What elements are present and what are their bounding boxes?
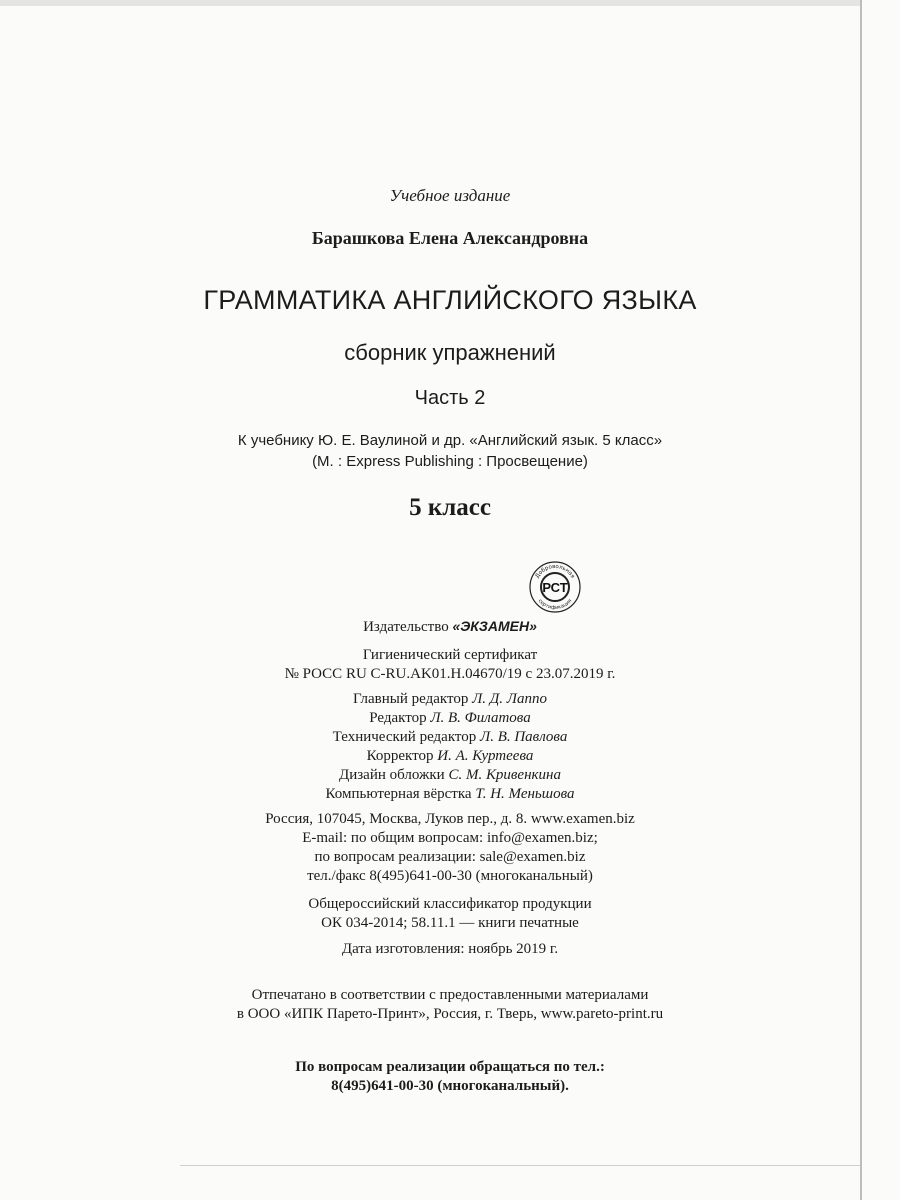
sales-line-1: По вопросам реализации обращаться по тел.: bbox=[295, 1059, 605, 1075]
rst-certification-logo-icon bbox=[528, 560, 582, 614]
printing-line-2: в ООО «ИПК Парето-Принт», Россия, г. Тверь, www.pareto-print.ru bbox=[236, 1006, 664, 1022]
contact-email-general: E-mail: по общим вопросам: info@examen.biz; bbox=[302, 830, 598, 846]
production-date: Дата изготовления: ноябрь 2019 г. bbox=[341, 941, 559, 957]
staff-row: Корректор И. А. Куртеева bbox=[366, 748, 534, 764]
contact-email-sales: по вопросам реализации: sale@examen.biz bbox=[314, 849, 586, 865]
part-number: Часть 2 bbox=[414, 387, 486, 409]
certificate-line-1: Гигиенический сертификат bbox=[362, 647, 538, 663]
sales-block bbox=[0, 1058, 900, 1096]
staff-list bbox=[0, 690, 900, 804]
grade-label: 5 класс bbox=[409, 494, 491, 521]
staff-row: Компьютерная вёрстка Т. Н. Меньшова bbox=[325, 786, 575, 802]
classifier-line-1: Общероссийский классификатор продукции bbox=[308, 896, 592, 912]
sales-line-2: 8(495)641-00-30 (многоканальный). bbox=[331, 1078, 569, 1094]
contacts-block bbox=[0, 810, 900, 886]
textbook-reference: К учебнику Ю. Е. Ваулиной и др. «Английский язык. 5 класс» bbox=[237, 432, 663, 449]
staff-row: Редактор Л. В. Филатова bbox=[369, 710, 531, 726]
staff-row: Технический редактор Л. В. Павлова bbox=[332, 729, 568, 745]
classifier-line-2: ОК 034-2014; 58.11.1 — книги печатные bbox=[321, 915, 579, 931]
author-name: Барашкова Елена Александровна bbox=[311, 228, 589, 248]
book-subtitle: сборник упражнений bbox=[344, 340, 556, 365]
contact-phone: тел./факс 8(495)641-00-30 (многоканальный) bbox=[307, 868, 593, 884]
book-title: ГРАММАТИКА АНГЛИЙСКОГО ЯЗЫКА bbox=[203, 285, 697, 315]
contact-address: Россия, 107045, Москва, Луков пер., д. 8. www.examen.biz bbox=[265, 811, 635, 827]
bottom-divider bbox=[180, 1165, 860, 1166]
publisher-label: Издательство bbox=[363, 619, 449, 635]
publisher-name: «ЭКЗАМЕН» bbox=[452, 618, 537, 634]
logo-letters: РСТ bbox=[542, 580, 568, 595]
logo-top-text: Добровольная bbox=[534, 563, 576, 580]
edition-type: Учебное издание bbox=[389, 186, 511, 205]
publisher-line bbox=[0, 617, 900, 637]
classifier-block bbox=[0, 895, 900, 933]
certificate-line-2: № РОСС RU C-RU.AK01.H.04670/19 с 23.07.2019 г. bbox=[284, 666, 616, 682]
printing-line-1: Отпечатано в соответствии с предоставленными материалами bbox=[251, 987, 649, 1003]
staff-row: Главный редактор Л. Д. Лаппо bbox=[353, 691, 547, 707]
staff-row: Дизайн обложки С. М. Кривенкина bbox=[339, 767, 561, 783]
page-top-edge bbox=[0, 0, 860, 6]
logo-bottom-text: сертификация bbox=[536, 598, 574, 612]
textbook-publisher: (М. : Express Publishing : Просвещение) bbox=[312, 453, 588, 470]
production-date-block bbox=[0, 940, 900, 959]
certificate-block bbox=[0, 646, 900, 684]
printing-block bbox=[0, 986, 900, 1024]
